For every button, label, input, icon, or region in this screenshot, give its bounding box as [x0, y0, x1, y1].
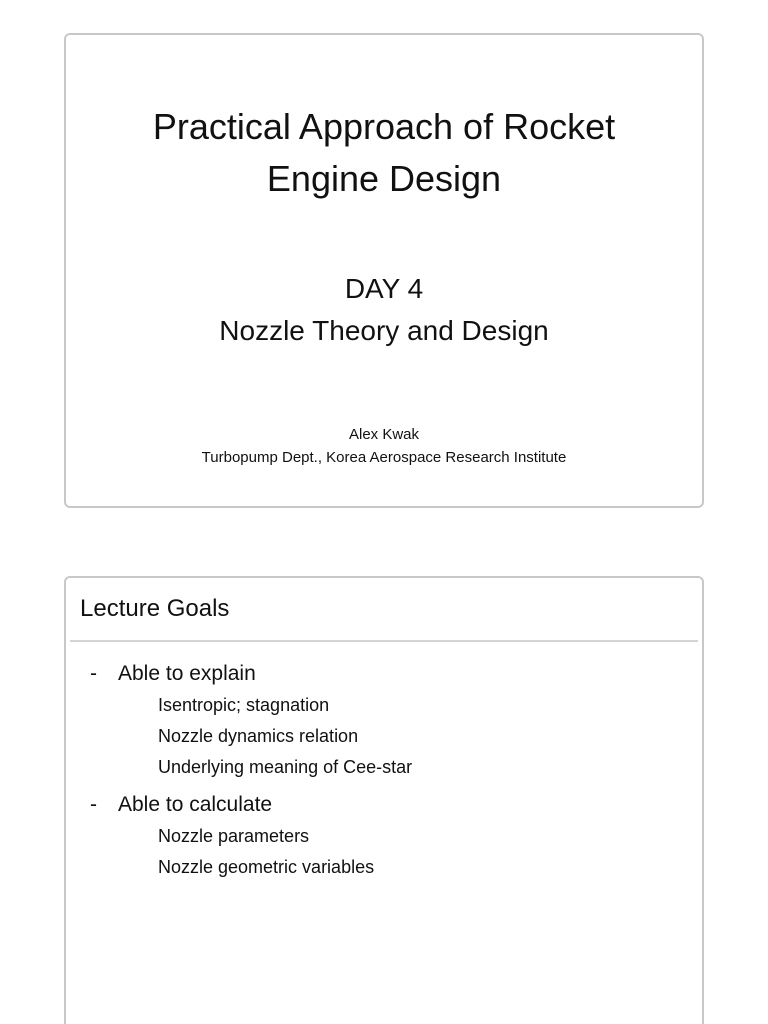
goal-heading: [90, 658, 682, 690]
goal-label: Able to calculate: [118, 793, 273, 816]
slide-subtitle: [66, 268, 702, 352]
topic-label: Nozzle Theory and Design: [219, 315, 549, 346]
goal-item: Nozzle geometric variables: [158, 857, 375, 877]
goal-item: Underlying meaning of Cee-star: [158, 757, 413, 777]
slide-title-line: Practical Approach of Rocket: [152, 106, 616, 147]
slide-heading: Lecture Goals: [80, 595, 230, 622]
lecture-goals-slide: [64, 576, 704, 1024]
goal-heading: [90, 789, 682, 821]
goal-label: Able to explain: [118, 662, 256, 685]
heading-divider: [70, 640, 698, 642]
bullet-dash: -: [90, 662, 97, 685]
goals-list: [90, 658, 682, 889]
goal-item: Nozzle dynamics relation: [158, 726, 359, 746]
slide-title-line: Engine Design: [266, 158, 502, 199]
slide-title: [66, 101, 702, 205]
goal-item: Nozzle parameters: [158, 826, 310, 846]
goal-item: Isentropic; stagnation: [158, 695, 330, 715]
author-block: [66, 423, 702, 469]
goal-group: [90, 789, 682, 883]
title-slide: [64, 33, 704, 508]
author-affiliation: Turbopump Dept., Korea Aerospace Research Institute: [201, 449, 567, 466]
day-label: DAY 4: [344, 273, 424, 304]
bullet-dash: -: [90, 793, 97, 816]
goal-group: [90, 658, 682, 783]
author-name: Alex Kwak: [348, 426, 420, 443]
